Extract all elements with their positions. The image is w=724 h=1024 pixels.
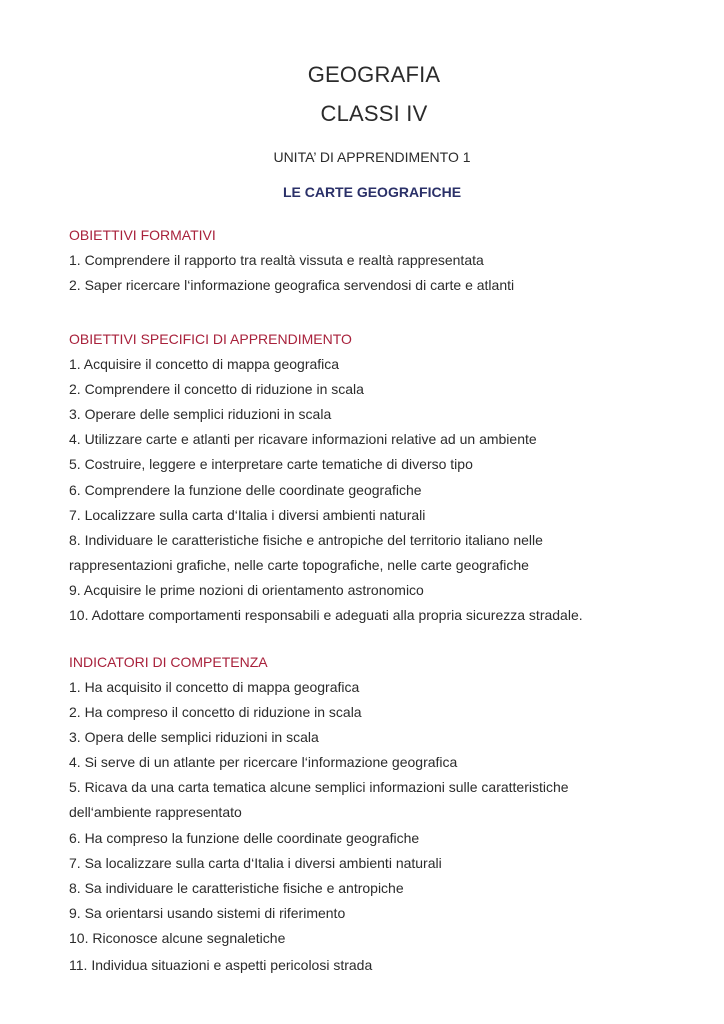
section-heading-specifici: OBIETTIVI SPECIFICI DI APPRENDIMENTO	[69, 331, 352, 347]
list-item: 8. Individuare le caratteristiche fisiche e antropiche del territorio italiano nelle	[69, 532, 543, 548]
list-item: 2. Saper ricercare l‘informazione geografica servendosi di carte e atlanti	[69, 277, 515, 293]
list-item: 1. Comprendere il rapporto tra realtà vissuta e realtà rappresentata	[69, 252, 484, 268]
list-item: 2. Comprendere il concetto di riduzione in scala	[69, 381, 364, 397]
list-item: dell‘ambiente rappresentato	[69, 804, 242, 820]
section-heading-indicatori: INDICATORI DI COMPETENZA	[69, 654, 268, 670]
list-item: 3. Operare delle semplici riduzioni in scala	[69, 406, 332, 422]
list-item: 6. Ha compreso la funzione delle coordinate geografiche	[69, 830, 420, 846]
subject-title: GEOGRAFIA	[307, 62, 441, 87]
list-item: 2. Ha compreso il concetto di riduzione in scala	[69, 704, 362, 720]
topic-title: LE CARTE GEOGRAFICHE	[282, 184, 462, 200]
list-item: rappresentazioni grafiche, nelle carte topografiche, nelle carte geografiche	[69, 557, 529, 573]
list-item: 7. Sa localizzare sulla carta d‘Italia i diversi ambienti naturali	[69, 855, 442, 871]
class-title: CLASSI IV	[320, 101, 428, 126]
list-item: 8. Sa individuare le caratteristiche fisiche e antropiche	[69, 880, 404, 896]
list-item: 4. Si serve di un atlante per ricercare l‘informazione geografica	[69, 754, 458, 770]
list-item: 4. Utilizzare carte e atlanti per ricavare informazioni relative ad un ambiente	[69, 431, 537, 447]
list-item: 10. Adottare comportamenti responsabili e adeguati alla propria sicurezza stradale.	[69, 607, 583, 623]
list-item: 9. Sa orientarsi usando sistemi di riferimento	[69, 905, 346, 921]
list-item: 5. Costruire, leggere e interpretare carte tematiche di diverso tipo	[69, 456, 473, 472]
list-item: 7. Localizzare sulla carta d‘Italia i diversi ambienti naturali	[69, 507, 426, 523]
unit-title: UNITA’ DI APPRENDIMENTO 1	[273, 149, 471, 165]
list-item: 5. Ricava da una carta tematica alcune semplici informazioni sulle caratteristiche	[69, 779, 569, 795]
list-item: 9. Acquisire le prime nozioni di orientamento astronomico	[69, 582, 424, 598]
list-item: 1. Ha acquisito il concetto di mappa geografica	[69, 679, 360, 695]
list-item: 11. Individua situazioni e aspetti pericolosi strada	[69, 957, 373, 973]
list-item: 1. Acquisire il concetto di mappa geografica	[69, 356, 340, 372]
list-item: 10. Riconosce alcune segnaletiche	[69, 930, 286, 946]
list-item: 3. Opera delle semplici riduzioni in scala	[69, 729, 319, 745]
list-item: 6. Comprendere la funzione delle coordinate geografiche	[69, 482, 422, 498]
section-heading-formativi: OBIETTIVI FORMATIVI	[69, 227, 216, 243]
